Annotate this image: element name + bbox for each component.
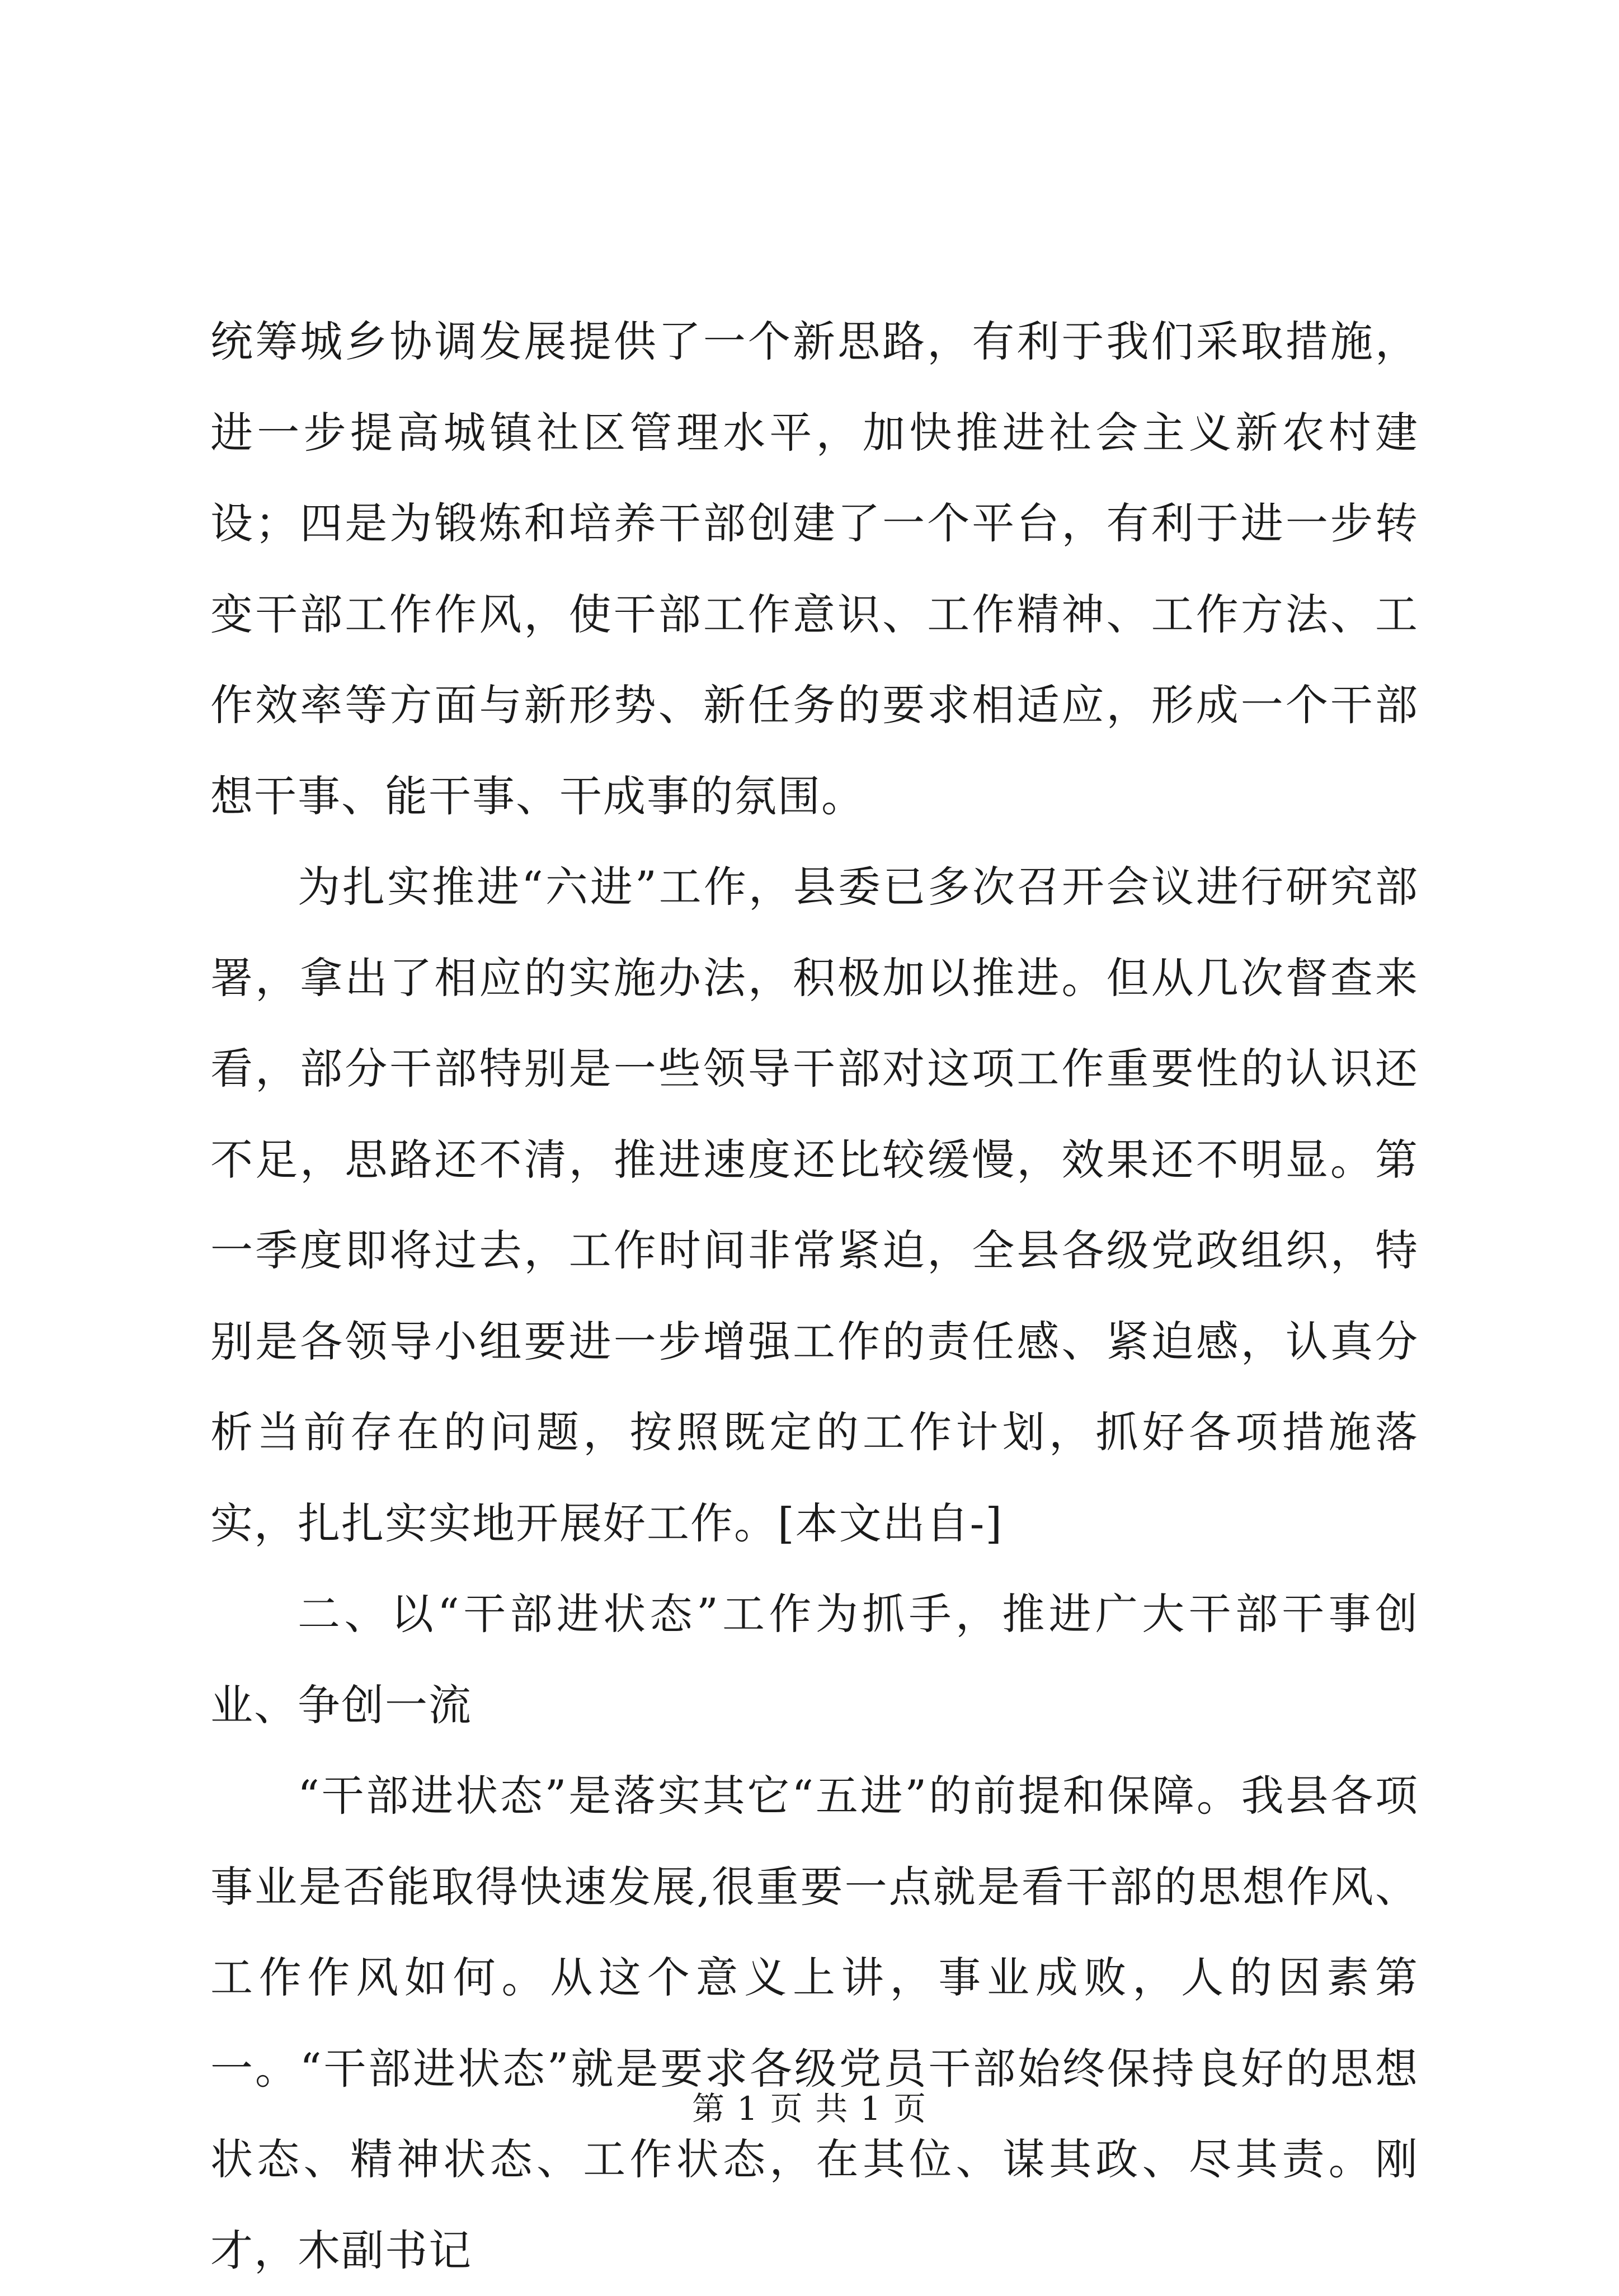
paragraph-1: 统筹城乡协调发展提供了一个新思路，有利于我们采取措施，进一步提高城镇社区管理水平，加快推进社会主义新农村建设；四是为锻炼和培养干部创建了一个平台，有利于进一步转变干部工作作风，使干部工作意识、工作精神、工作方法、工作效率等方面与新形势、新任务的要求相适应，形成一个干部想干事、能干事、干成事的氛围。 bbox=[210, 317, 1419, 821]
paragraph-3: “干部进状态”是落实其它“五进”的前提和保障。我县各项事业是否能取得快速发展,很重要一点就是看干部的思想作风、工作作风如何。从这个意义上讲，事业成败，人的因素第一。“干部进状态”就是要求各级党员干部始终保持良好的思想状态、精神状态、工作状态，在其位、谋其政、尽其责。刚才，木副书记 bbox=[210, 1771, 1419, 2275]
section-heading-2: 二、以“干部进状态”工作为抓手，推进广大干部干事创业、争创一流 bbox=[210, 1589, 1419, 1730]
paragraph-2: 为扎实推进“六进”工作，县委已多次召开会议进行研究部署，拿出了相应的实施办法，积极加以推进。但从几次督查来看，部分干部特别是一些领导干部对这项工作重要性的认识还不足，思路还不清，推进速度还比较缓慢，效果还不明显。第一季度即将过去，工作时间非常紧迫，全县各级党政组织，特别是各领导小组要进一步增强工作的责任感、紧迫感，认真分析当前存在的问题，按照既定的工作计划，抓好各项措施落实，扎扎实实地开展好工作。[本文出自-] bbox=[210, 862, 1419, 1548]
page-footer: 第 1 页 共 1 页 bbox=[692, 2090, 927, 2128]
document-body bbox=[210, 296, 1419, 2296]
